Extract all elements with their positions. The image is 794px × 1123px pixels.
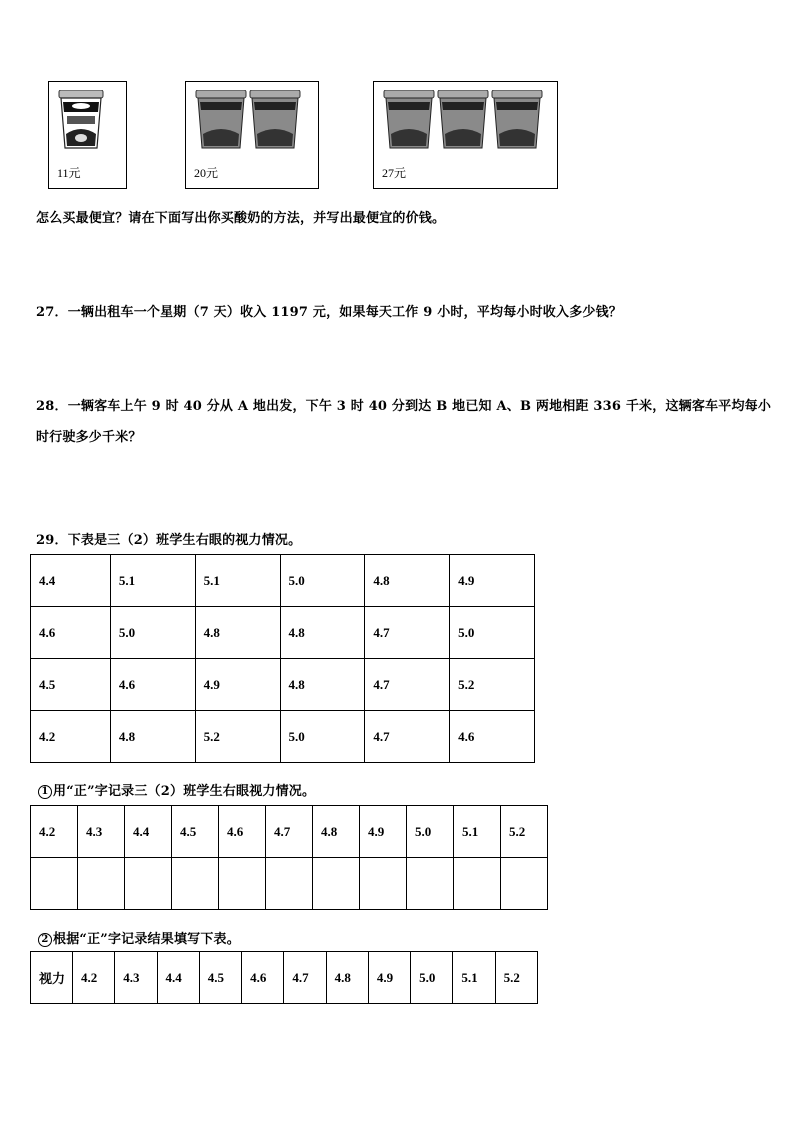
tally-entry-cell[interactable]: [172, 858, 219, 910]
offer-price: 27元: [382, 166, 407, 180]
tally-entry-cell[interactable]: [31, 858, 78, 910]
result-header-cell: 4.4: [157, 952, 199, 1004]
vision-cell: 4.8: [195, 607, 280, 659]
q29-question: 29．下表是三（2）班学生右眼的视力情况。: [36, 533, 302, 548]
vision-row: [31, 555, 535, 607]
vision-cell: 5.2: [195, 711, 280, 763]
tally-header-cell: 4.4: [125, 806, 172, 858]
tally-entry-cell[interactable]: [313, 858, 360, 910]
vision-cell: 4.9: [195, 659, 280, 711]
vision-row: [31, 607, 535, 659]
part2-instruction: [38, 928, 240, 947]
q26-question: 怎么买最便宜？请在下面写出你买酸奶的方法，并写出最便宜的价钱。: [36, 211, 446, 226]
tally-entry-cell[interactable]: [360, 858, 407, 910]
part1-instruction: [38, 780, 315, 799]
result-header-cell: 4.3: [115, 952, 157, 1004]
vision-cell: 5.1: [110, 555, 195, 607]
vision-row: [31, 711, 535, 763]
q28-question-line1: 28．一辆客车上午 9 时 40 分从 A 地出发，下午 3 时 40 分到达 B 地已知 A、B 两地相距 336 千米，这辆客车平均每小: [36, 399, 772, 414]
result-header-cell: 5.0: [411, 952, 453, 1004]
vision-cell: 4.7: [365, 659, 450, 711]
vision-data-table: [30, 554, 535, 763]
vision-row: [31, 659, 535, 711]
tally-header-cell: 4.8: [313, 806, 360, 858]
result-header-cell: 4.8: [326, 952, 368, 1004]
offer-price: 11元: [57, 166, 81, 180]
result-label-cell: 视力: [31, 952, 73, 1004]
yogurt-cup-icon: [195, 90, 303, 154]
part2-text: 根据“正”字记录结果填写下表。: [53, 932, 240, 947]
vision-cell: 4.8: [280, 607, 365, 659]
tally-header-cell: 4.5: [172, 806, 219, 858]
vision-cell: 4.8: [110, 711, 195, 763]
vision-cell: 4.9: [450, 555, 535, 607]
q28-question-line2: 时行驶多少千米？: [36, 430, 142, 445]
q27-question: 27．一辆出租车一个星期（7 天）收入 1197 元，如果每天工作 9 小时，平均每小时收入多少钱？: [36, 305, 622, 320]
tally-header-cell: 4.6: [219, 806, 266, 858]
offer-box-1: [48, 81, 127, 189]
tally-header-cell: 5.1: [454, 806, 501, 858]
tally-header-cell: 4.3: [78, 806, 125, 858]
vision-cell: 4.6: [31, 607, 111, 659]
tally-header-cell: 4.7: [266, 806, 313, 858]
result-header-cell: 4.5: [199, 952, 241, 1004]
tally-header-cell: 5.2: [501, 806, 548, 858]
yogurt-cup-icon: [383, 90, 547, 154]
tally-entry-cell[interactable]: [125, 858, 172, 910]
result-header-cell: 4.2: [73, 952, 115, 1004]
vision-cell: 4.8: [365, 555, 450, 607]
yogurt-cup-icon: [58, 90, 104, 154]
part2-mark: 2: [38, 933, 52, 947]
vision-cell: 5.0: [280, 555, 365, 607]
vision-cell: 5.0: [280, 711, 365, 763]
vision-cell: 4.6: [450, 711, 535, 763]
result-header-cell: 5.1: [453, 952, 495, 1004]
vision-cell: 5.0: [110, 607, 195, 659]
tally-entry-cell[interactable]: [78, 858, 125, 910]
vision-cell: 4.4: [31, 555, 111, 607]
vision-cell: 4.2: [31, 711, 111, 763]
tally-entry-cell[interactable]: [266, 858, 313, 910]
tally-header-cell: 4.2: [31, 806, 78, 858]
tally-table: [30, 805, 548, 910]
result-header-cell: 5.2: [495, 952, 537, 1004]
vision-cell: 4.7: [365, 711, 450, 763]
tally-entry-cell[interactable]: [501, 858, 548, 910]
result-header-cell: 4.7: [284, 952, 326, 1004]
vision-cell: 4.8: [280, 659, 365, 711]
vision-cell: 4.6: [110, 659, 195, 711]
offer-box-2: [185, 81, 319, 189]
vision-cell: 5.0: [450, 607, 535, 659]
vision-cell: 5.2: [450, 659, 535, 711]
offer-price: 20元: [194, 166, 219, 180]
tally-header-cell: 5.0: [407, 806, 454, 858]
vision-cell: 5.1: [195, 555, 280, 607]
tally-entry-cell[interactable]: [454, 858, 501, 910]
vision-cell: 4.5: [31, 659, 111, 711]
offer-box-3: [373, 81, 558, 189]
part1-text: 用“正”字记录三（2）班学生右眼视力情况。: [53, 784, 316, 799]
part1-mark: 1: [38, 785, 52, 799]
vision-cell: 4.7: [365, 607, 450, 659]
tally-entry-cell[interactable]: [219, 858, 266, 910]
tally-header-cell: 4.9: [360, 806, 407, 858]
tally-entry-cell[interactable]: [407, 858, 454, 910]
result-header-cell: 4.6: [242, 952, 284, 1004]
result-header-cell: 4.9: [368, 952, 410, 1004]
result-table: [30, 951, 538, 1004]
